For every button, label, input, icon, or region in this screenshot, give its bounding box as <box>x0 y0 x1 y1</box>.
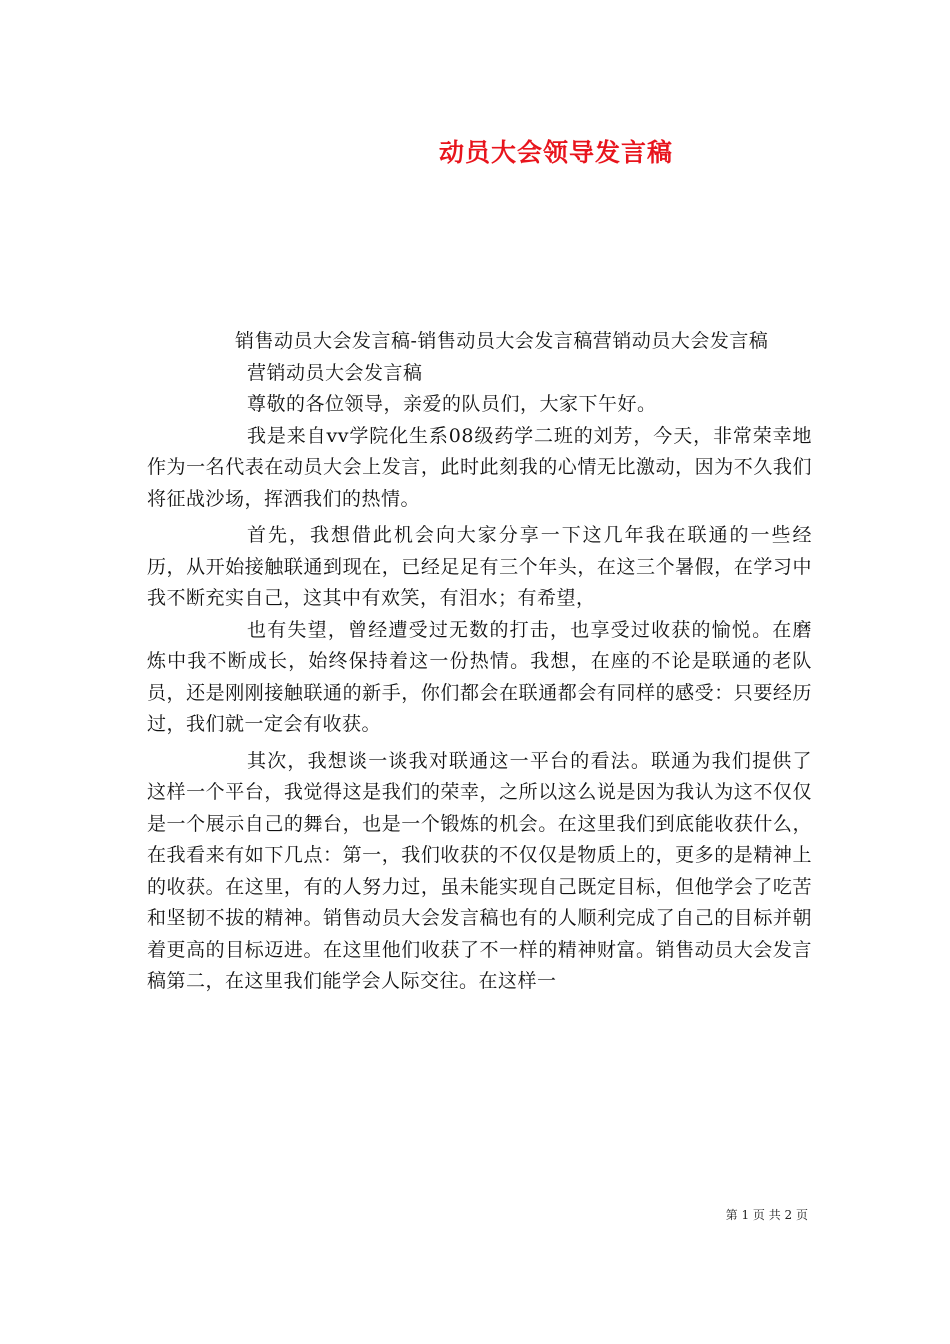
paragraph-self-introduction: 我是来自vv学院化生系08级药学二班的刘芳，今天，非常荣幸地作为一名代表在动员大会上发言，此时此刻我的心情无比激动，因为不久我们将征战沙场，挥洒我们的热情。 <box>147 424 812 510</box>
paragraph-greeting: 尊敬的各位领导，亲爱的队员们，大家下午好。 <box>247 393 657 415</box>
page-number: 第 1 页 共 2 页 <box>725 1208 808 1222</box>
document-title: 动员大会领导发言稿 <box>438 138 673 167</box>
paragraph-platform: 其次，我想谈一谈我对联通这一平台的看法。联通为我们提供了这样一个平台，我觉得这是我们的荣幸，之所以这么说是因为我认为这不仅仅是一个展示自己的舞台，也是一个锻炼的机会。在这里我们到底能收获什么，在我看来有如下几点：第一，我们收获的不仅仅是物质上的，更多的是精神上的收获。在这里，有的人努力过，虽未能实现自己既定目标，但他学会了吃苦和坚韧不拔的精神。销售动员大会发言稿也有的人顺利完成了自己的目标并朝着更高的目标迈进。在这里他们收获了不一样的精神财富。销售动员大会发言稿第二，在这里我们能学会人际交往。在这样一 <box>147 749 812 992</box>
paragraph-intro: 销售动员大会发言稿-销售动员大会发言稿营销动员大会发言稿 <box>235 330 769 352</box>
paragraph-subtitle: 营销动员大会发言稿 <box>247 361 423 384</box>
paragraph-experience: 首先，我想借此机会向大家分享一下这几年我在联通的一些经历，从开始接触联通到现在，已经足足有三个年头，在这三个暑假，在学习中我不断充实自己，这其中有欢笑，有泪水；有希望， <box>147 524 812 609</box>
document-body <box>147 326 812 998</box>
paragraph-growth: 也有失望，曾经遭受过无数的打击，也享受过收获的愉悦。在磨炼中我不断成长，始终保持着这一份热情。我想，在座的不论是联通的老队员，还是刚刚接触联通的新手，你们都会在联通都会有同样的感受：只要经历过，我们就一定会有收获。 <box>147 618 812 735</box>
